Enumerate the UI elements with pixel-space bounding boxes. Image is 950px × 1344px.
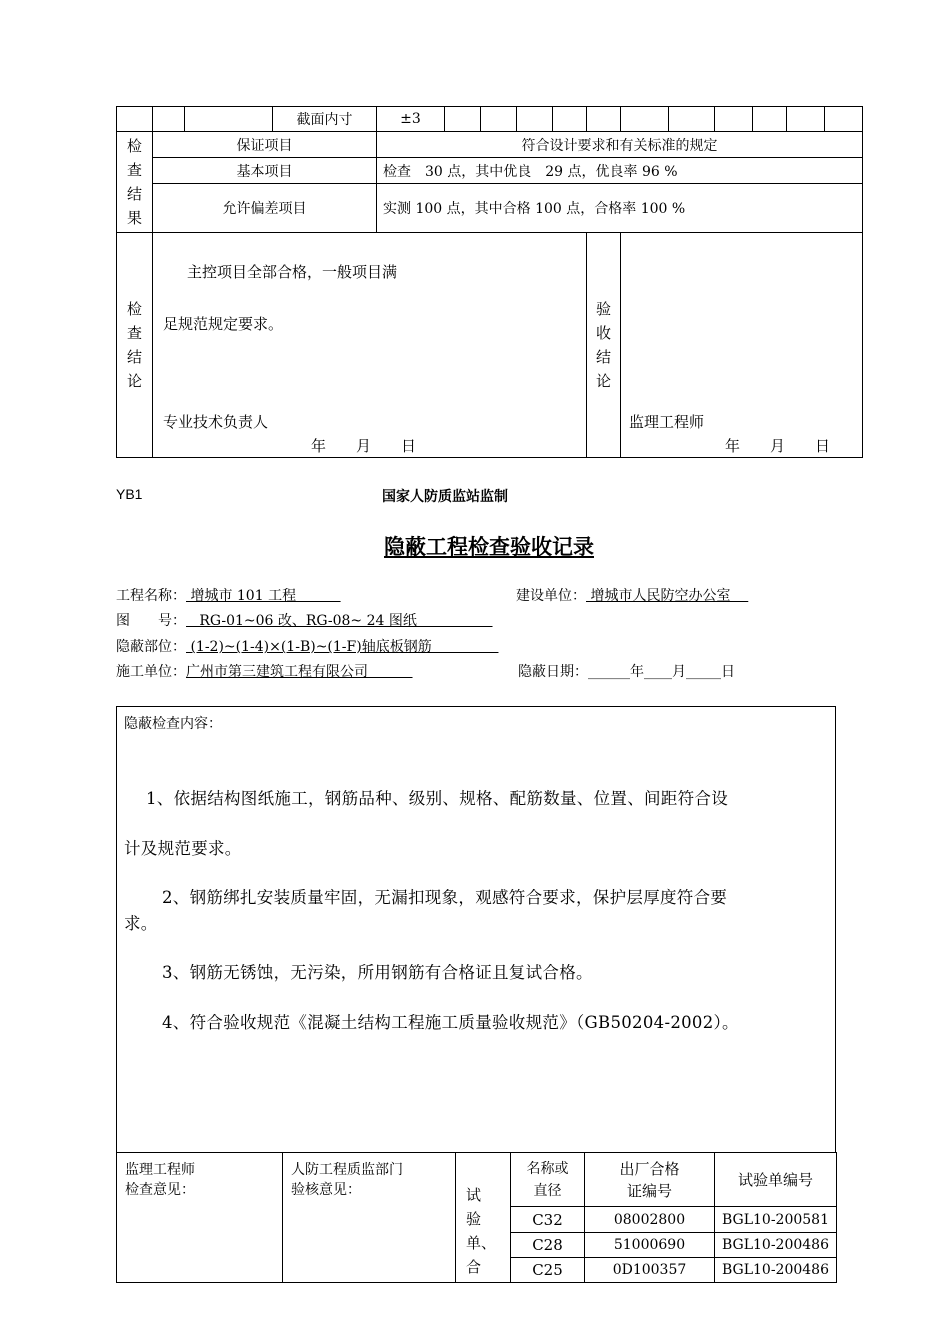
builder-label: 建设单位： <box>516 588 586 604</box>
hidden-date-value: ______年____月_____日 <box>588 664 735 680</box>
tolerance-text: 实测 100 点，其中合格 100 点，合格率 100 % <box>377 184 863 233</box>
rebar-name: C25 <box>511 1258 585 1283</box>
supervisor-opinion-cell: 监理工程师 检查意见： <box>117 1153 283 1283</box>
content-item-2b: 求。 <box>124 914 158 933</box>
location-line <box>116 636 498 656</box>
drawing-label: 图 号： <box>116 613 186 629</box>
check-conclusion-cell <box>153 233 587 458</box>
tolerance-row <box>117 184 863 233</box>
col-header-name: 名称或 直径 <box>511 1153 585 1207</box>
drawing-value: RG-01~06 改、RG-08~ 24 图纸 <box>186 613 493 629</box>
bottom-opinion-table <box>116 1152 837 1283</box>
date-right: 年 月 日 <box>725 437 831 455</box>
cert-number: 0D100357 <box>585 1258 715 1283</box>
page-title: 隐蔽工程检查验收记录 <box>384 535 594 559</box>
conclusion-text-2: 足规范规定要求。 <box>163 315 284 333</box>
test-number: BGL10-200486 <box>715 1258 837 1283</box>
civil-defense-opinion-cell: 人防工程质监部门 验核意见： <box>283 1153 456 1283</box>
rebar-name: C28 <box>511 1233 585 1258</box>
test-cert-label: 试 验 单、 合 <box>456 1153 511 1283</box>
content-item-4: 4、符合验收规范《混凝土结构工程施工质量验收规范》（GB50204-2002）。 <box>162 1013 739 1032</box>
col-header-cert: 出厂合格 证编号 <box>585 1153 715 1207</box>
test-number: BGL10-200486 <box>715 1233 837 1258</box>
check-conclusion-label: 检 查 结 论 <box>117 233 153 458</box>
content-item-2a: 2、钢筋绑扎安装质量牢固，无漏扣现象，观感符合要求，保护层厚度符合要 <box>162 888 728 907</box>
form-code: YB1 <box>116 486 143 502</box>
guarantee-label: 保证项目 <box>153 132 377 158</box>
basic-text: 检查 30 点，其中优良 29 点，优良率 96 % <box>377 158 863 184</box>
rebar-name: C32 <box>511 1207 585 1233</box>
location-label: 隐蔽部位： <box>116 639 186 655</box>
guarantee-text: 符合设计要求和有关标准的规定 <box>377 132 863 158</box>
cert-number: 51000690 <box>585 1233 715 1258</box>
guarantee-row <box>117 132 863 158</box>
content-heading: 隐蔽检查内容： <box>124 716 222 732</box>
acceptance-conclusion-cell <box>621 233 863 458</box>
supervising-org: 国家人防质监站监制 <box>382 489 508 505</box>
cert-number: 08002800 <box>585 1207 715 1233</box>
check-result-label: 检 查 结 果 <box>117 132 153 233</box>
drawing-line <box>116 610 493 630</box>
project-name-line <box>116 585 341 605</box>
section-size-value: ±3 <box>377 107 445 132</box>
basic-row <box>117 158 863 184</box>
content-item-1b: 计及规范要求。 <box>124 839 242 858</box>
hidden-date-label: 隐蔽日期： <box>518 664 588 680</box>
location-value: (1-2)~(1-4)×(1-B)~(1-F)轴底板钢筋 <box>186 639 499 655</box>
date-left: 年 月 日 <box>311 437 417 455</box>
tolerance-label: 允许偏差项目 <box>153 184 377 233</box>
basic-label: 基本项目 <box>153 158 377 184</box>
contractor-line <box>116 661 413 681</box>
contractor-label: 施工单位： <box>116 664 186 680</box>
builder-value: 增城市人民防空办公室 <box>586 588 749 604</box>
acceptance-conclusion-label: 验 收 结 论 <box>587 233 621 458</box>
contractor-value: 广州市第三建筑工程有限公司 <box>186 664 413 680</box>
section-size-row <box>117 107 863 132</box>
tech-person-label: 专业技术负责人 <box>163 413 269 431</box>
hidden-date-line <box>518 661 735 681</box>
test-number: BGL10-200581 <box>715 1207 837 1233</box>
col-header-test: 试验单编号 <box>715 1153 837 1207</box>
content-item-3: 3、钢筋无锈蚀，无污染，所用钢筋有合格证且复试合格。 <box>162 963 593 982</box>
section-size-label: 截面内寸 <box>273 107 377 132</box>
conclusion-text-1: 主控项目全部合格，一般项目满 <box>187 263 398 281</box>
builder-line <box>516 585 748 605</box>
project-name-value: 增城市 101 工程 <box>186 588 341 604</box>
content-item-1a: 1、依据结构图纸施工，钢筋品种、级别、规格、配筋数量、位置、间距符合设 <box>146 789 728 808</box>
supervisor-label: 监理工程师 <box>629 413 705 431</box>
project-name-label: 工程名称： <box>116 588 186 604</box>
hidden-inspection-content-box <box>116 706 836 1152</box>
conclusion-row <box>117 233 863 458</box>
inspection-summary-table <box>116 106 863 458</box>
